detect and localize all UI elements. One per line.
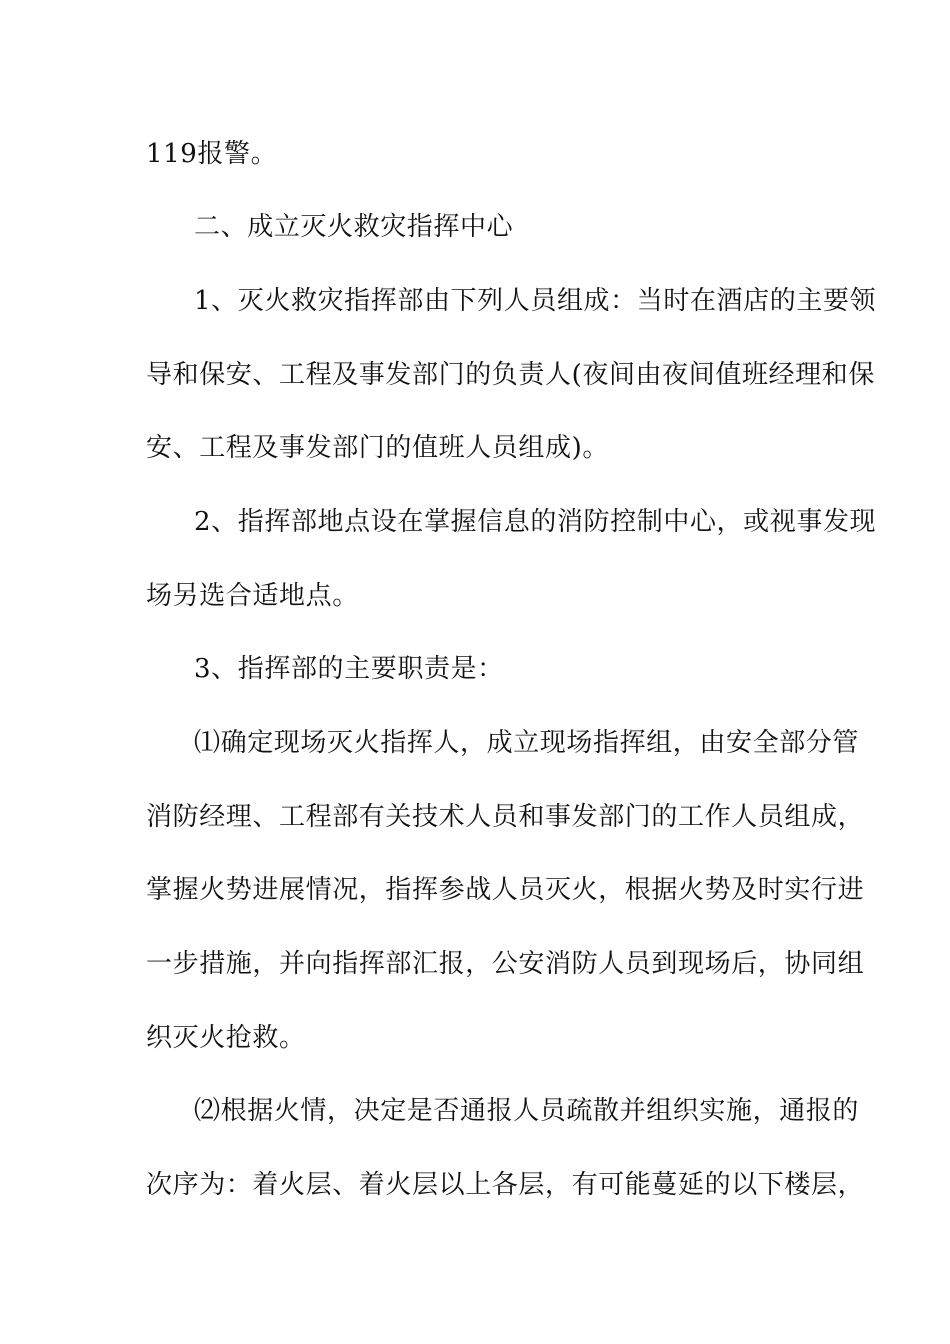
text-line-3: 1、灭火救灾指挥部由下列人员组成：当时在酒店的主要领 — [194, 286, 877, 316]
text-line-6: 2、指挥部地点设在掌握信息的消防控制中心，或视事发现 — [194, 507, 877, 537]
text-line-12: 一步措施，并向指挥部汇报，公安消防人员到现场后，协同组 — [146, 949, 865, 979]
text-line-14: ⑵根据火情，决定是否通报人员疏散并组织实施，通报的 — [194, 1096, 860, 1126]
text-line-4: 导和保安、工程及事发部门的负责人(夜间由夜间值班经理和保 — [146, 360, 875, 390]
text-line-10: 消防经理、工程部有关技术人员和事发部门的工作人员组成， — [146, 802, 865, 832]
text-line-8: 3、指挥部的主要职责是： — [194, 654, 504, 684]
text-line-7: 场另选合适地点。 — [146, 581, 359, 611]
text-line-1: 119报警。 — [146, 139, 278, 169]
section-heading: 二、成立灭火救灾指挥中心 — [194, 212, 514, 242]
text-line-5: 安、工程及事发部门的值班人员组成)。 — [146, 433, 609, 463]
text-line-15: 次序为：着火层、着火层以上各层，有可能蔓延的以下楼层， — [146, 1170, 865, 1200]
text-line-9: ⑴确定现场灭火指挥人，成立现场指挥组，由安全部分管 — [194, 728, 860, 758]
text-line-13: 织灭火抢救。 — [146, 1023, 306, 1053]
text-line-11: 掌握火势进展情况，指挥参战人员灭火，根据火势及时实行进 — [146, 875, 865, 905]
